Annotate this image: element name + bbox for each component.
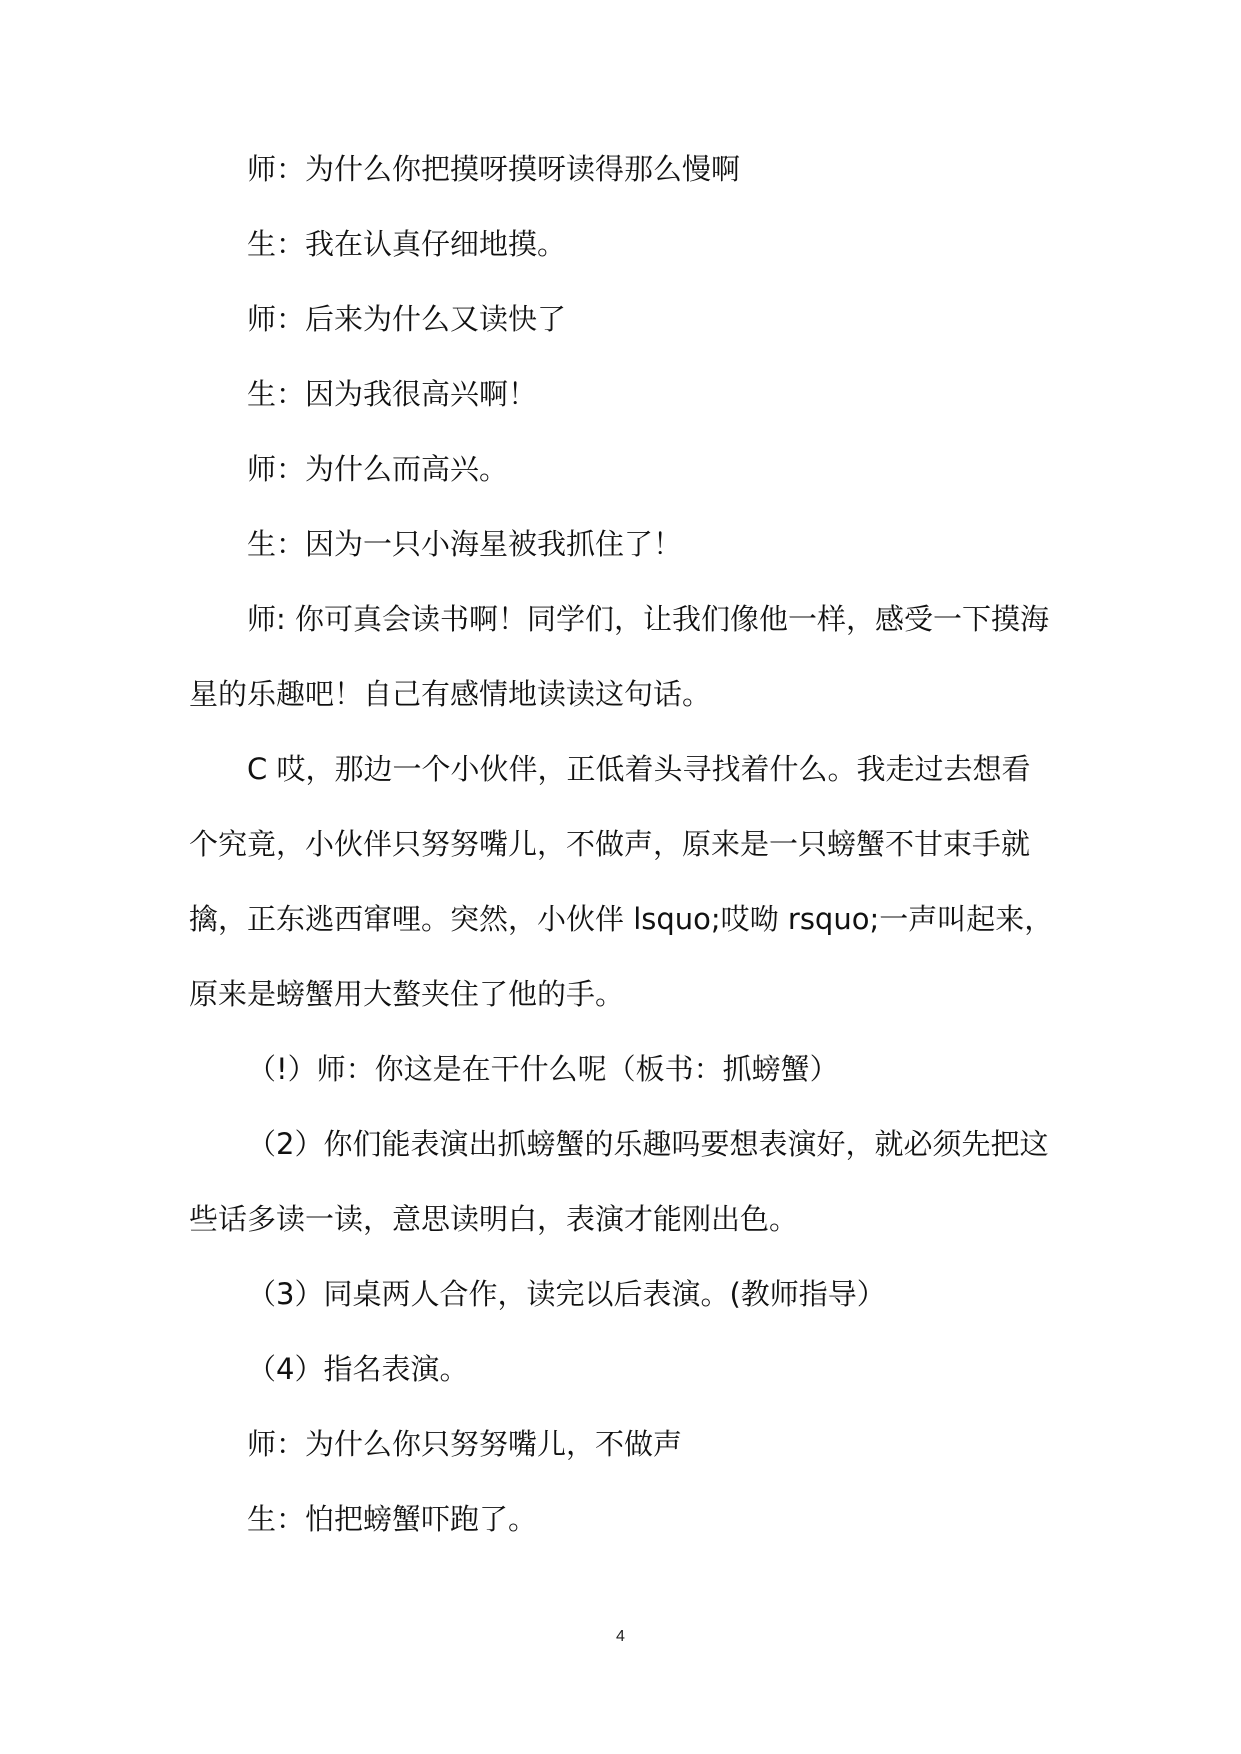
page-number: 4 — [616, 1628, 625, 1645]
paragraph-4: 生：因为我很高兴啊！ — [247, 377, 538, 411]
paragraph-1: 师：为什么你把摸呀摸呀读得那么慢啊 — [247, 152, 741, 186]
paragraph-10: （2）你们能表演出抓螃蟹的乐趣吗要想表演好，就必须先把这些话多读一读，意思读明白，表演才能刚出色。 — [189, 1127, 1049, 1236]
paragraph-12: （4）指名表演。 — [247, 1352, 469, 1386]
paragraph-3: 师：后来为什么又读快了 — [247, 302, 567, 336]
paragraph-14: 生：怕把螃蟹吓跑了。 — [247, 1502, 538, 1536]
paragraph-9: （!）师：你这是在干什么呢（板书：抓螃蟹） — [247, 1052, 839, 1086]
paragraph-6: 生：因为一只小海星被我抓住了！ — [247, 527, 683, 561]
paragraph-2: 生：我在认真仔细地摸。 — [247, 227, 567, 261]
paragraph-7: 师: 你可真会读书啊！同学们，让我们像他一样，感受一下摸海星的乐趣吧！自己有感情地读读这句话。 — [189, 602, 1049, 711]
paragraph-8: C 哎，那边一个小伙伴，正低着头寻找着什么。我走过去想看个究竟，小伙伴只努努嘴儿，不做声，原来是一只螃蟹不甘束手就擒，正东逃西窜哩。突然，小伙伴 lsquo;哎呦 rsquo;一声叫起来，原来是螃蟹用大螯夹住了他的手。 — [189, 752, 1054, 1011]
paragraph-13: 师：为什么你只努努嘴儿，不做声 — [247, 1427, 683, 1461]
paragraph-5: 师：为什么而高兴。 — [247, 452, 509, 486]
paragraph-11: （3）同桌两人合作，读完以后表演。(教师指导） — [247, 1277, 886, 1311]
